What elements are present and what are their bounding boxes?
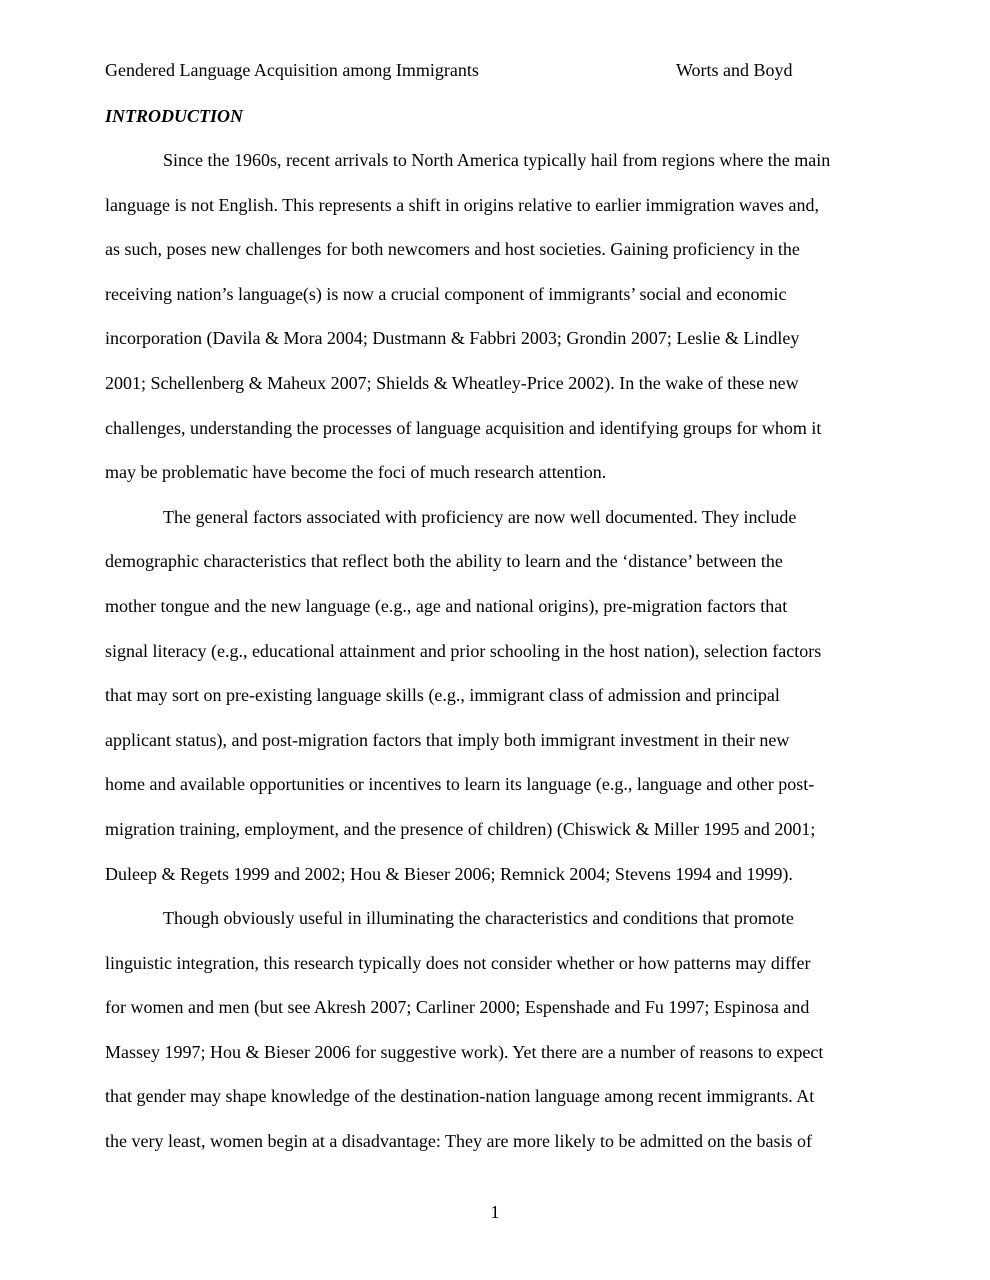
paragraph-1-line: 2001; Schellenberg & Maheux 2007; Shields & Wheatley-Price 2002). In the wake of these new bbox=[105, 372, 799, 393]
paragraph-1-line: Since the 1960s, recent arrivals to North America typically hail from regions where the main bbox=[163, 150, 831, 170]
paragraph-1-line: receiving nation’s language(s) is now a crucial component of immigrants’ social and economic bbox=[105, 283, 787, 304]
paragraph-1-line: may be problematic have become the foci of much research attention. bbox=[105, 462, 607, 483]
paragraph-1-line: challenges, understanding the processes of language acquisition and identifying groups for whom it bbox=[105, 417, 822, 438]
section-heading: INTRODUCTION bbox=[105, 106, 244, 126]
page-number: 1 bbox=[490, 1202, 500, 1222]
paragraph-3-line: Massey 1997; Hou & Bieser 2006 for suggestive work). Yet there are a number of reasons to expect bbox=[105, 1041, 824, 1062]
paragraph-2-line: migration training, employment, and the presence of children) (Chiswick & Miller 1995 and 2001; bbox=[105, 818, 816, 839]
paragraph-2-line: mother tongue and the new language (e.g., age and national origins), pre-migration factors that bbox=[105, 595, 788, 616]
running-header-authors: Worts and Boyd bbox=[676, 60, 793, 80]
paragraph-2-line: applicant status), and post-migration factors that imply both immigrant investment in their new bbox=[105, 729, 790, 750]
paragraph-2-line: The general factors associated with proficiency are now well documented. They include bbox=[163, 506, 797, 527]
paragraph-3-line: Though obviously useful in illuminating the characteristics and conditions that promote bbox=[163, 908, 794, 929]
body-text bbox=[105, 138, 895, 1164]
paragraph-3-line: for women and men (but see Akresh 2007; Carliner 2000; Espenshade and Fu 1997; Espinosa and bbox=[105, 997, 810, 1018]
paragraph-1-line: language is not English. This represents a shift in origins relative to earlier immigration waves and, bbox=[105, 194, 819, 215]
paragraph-3-line: that gender may shape knowledge of the destination-nation language among recent immigrants. At bbox=[105, 1086, 815, 1107]
paragraph-3-line: linguistic integration, this research typically does not consider whether or how patterns may differ bbox=[105, 952, 811, 973]
paragraph-3-line: the very least, women begin at a disadvantage: They are more likely to be admitted on the basis of bbox=[105, 1131, 812, 1152]
paragraph-2-line: Duleep & Regets 1999 and 2002; Hou & Bieser 2006; Remnick 2004; Stevens 1994 and 1999). bbox=[105, 863, 793, 884]
paragraph-1-line: incorporation (Davila & Mora 2004; Dustmann & Fabbri 2003; Grondin 2007; Leslie & Lindley bbox=[105, 328, 800, 349]
running-header-title: Gendered Language Acquisition among Immigrants bbox=[105, 60, 479, 80]
paragraph-2-line: home and available opportunities or incentives to learn its language (e.g., language and other post- bbox=[105, 774, 815, 795]
paragraph-2-line: signal literacy (e.g., educational attainment and prior schooling in the host nation), selection factors bbox=[105, 640, 822, 661]
paragraph-2-line: that may sort on pre-existing language skills (e.g., immigrant class of admission and principal bbox=[105, 685, 780, 706]
paragraph-2-line: demographic characteristics that reflect both the ability to learn and the ‘distance’ between the bbox=[105, 551, 783, 572]
paragraph-1-line: as such, poses new challenges for both newcomers and host societies. Gaining proficiency in the bbox=[105, 239, 800, 260]
